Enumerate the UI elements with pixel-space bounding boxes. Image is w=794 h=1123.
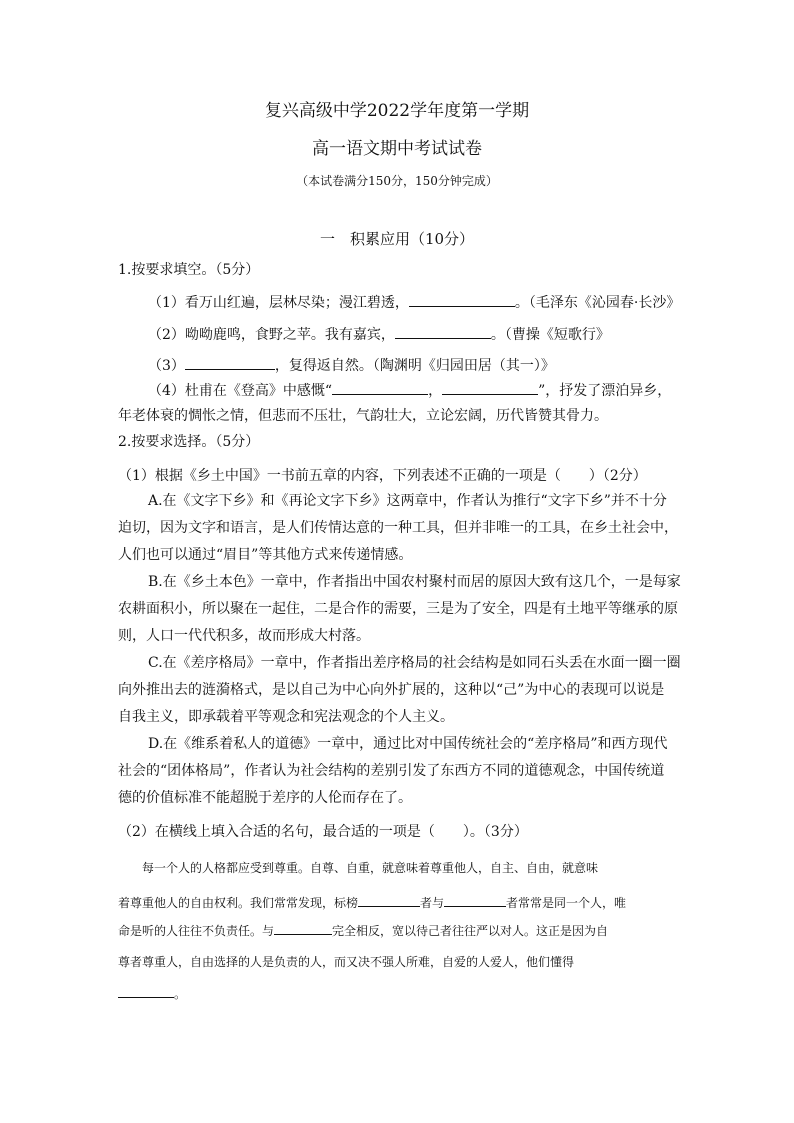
option-a-line-2: 迫切，因为文字和语言，是人们传情达意的一种工具，但并非唯一的工具，在乡土社会中， <box>118 520 678 536</box>
passage-line-3 <box>118 921 608 941</box>
q2-sub-1: （1）根据《乡土中国》一书前五章的内容，下列表述不正确的一项是（ ）（2分） <box>118 468 647 484</box>
passage-blank-4 <box>118 986 174 998</box>
q1-item-1 <box>148 292 680 313</box>
passage-line-1: 每一个人的人格都应受到尊重。自尊、自重，就意味着尊重他人，自主、自由，就意味 <box>142 861 599 875</box>
passage-line-3-text-a: 命是听的人往往不负责任。与 <box>118 924 275 938</box>
option-b-line-1: B.在《乡土本色》一章中，作者指出中国农村聚村而居的原因大致有这几个，一是每家 <box>148 574 681 590</box>
q1-item-1-text-a: （1）看万山红遍，层林尽染；漫江碧透， <box>148 295 409 311</box>
option-c-line-2: 向外推出去的涟漪格式，是以自己为中心向外扩展的，这种以“己”为中心的表现可以说是 <box>118 682 665 698</box>
q1-item-4-text-a: （4）杜甫在《登高》中感慨“ <box>148 383 333 399</box>
passage-line-2-text-a: 着尊重他人的自由权利。我们常常发现，标榜 <box>118 896 359 910</box>
q1-item-4-blank-1 <box>332 380 428 395</box>
option-c-line-3: 自我主义，即承载着平等观念和宪法观念的个人主义。 <box>118 709 454 725</box>
q1-item-2-blank <box>395 324 491 339</box>
passage-blank-3 <box>274 923 332 935</box>
q1-item-4-text-c: ”，抒发了漂泊异乡， <box>538 383 672 399</box>
q1-item-2-text-b: 。（曹操《短歌行》 <box>490 327 610 343</box>
option-d-line-1: D.在《维系着私人的道德》一章中，通过比对中国传统社会的“差序格局”和西方现代 <box>148 736 668 752</box>
q1-item-4-blank-2 <box>442 380 538 395</box>
passage-line-2-text-b: 者与 <box>420 896 445 910</box>
passage-line-3-text-b: 完全相反，宽以待己者往往严以对人。这正是因为自 <box>332 924 609 938</box>
q1-item-1-blank <box>409 292 515 307</box>
option-a-line-1: A.在《文字下乡》和《再论文字下乡》这两章中，作者认为推行“文字下乡”并不十分 <box>148 493 667 509</box>
passage-blank-1 <box>358 895 420 907</box>
q1-item-2-text-a: （2）呦呦鹿鸣，食野之苹。我有嘉宾， <box>148 327 395 343</box>
option-a-line-3: 人们也可以通过“眉目”等其他方式来传递情感。 <box>118 547 413 563</box>
exam-note: （本试卷满分150分，150分钟完成） <box>296 174 498 188</box>
passage-line-2 <box>118 893 626 913</box>
question-2-label: 2.按要求选择。（5分） <box>118 434 260 450</box>
q1-item-4-cont: 年老体衰的惆怅之情，但悲而不压壮，气韵壮大，立论宏阔，历代皆赞其骨力。 <box>118 408 608 424</box>
q1-item-2 <box>148 324 610 345</box>
q2-sub-2: （2）在横线上填入合适的名句，最合适的一项是（ ）。（3分） <box>118 824 528 840</box>
q1-item-1-text-b: 。（毛泽东《沁园春·长沙》 <box>514 295 681 311</box>
option-b-line-3: 则，人口一代代积多，故而形成大村落。 <box>118 628 370 644</box>
section-heading: 一 积累应用（10分） <box>319 230 475 248</box>
passage-line-5-text-b: 。 <box>174 987 187 1001</box>
passage-line-4: 尊者尊重人，自由选择的人是负责的人，而又决不强人所难，自爱的人爱人，他们懂得 <box>118 955 575 969</box>
exam-title: 复兴高级中学2022学年度第一学期 <box>264 101 530 121</box>
q1-item-3-text-a: （3） <box>148 358 185 374</box>
q1-item-3-text-b: ，复得返自然。（陶渊明《归园田居（其一）》 <box>274 358 555 374</box>
exam-subtitle: 高一语文期中考试试卷 <box>312 139 482 159</box>
question-1-label: 1.按要求填空。（5分） <box>118 262 260 278</box>
passage-line-5 <box>118 984 186 1004</box>
q1-item-3 <box>148 355 555 376</box>
q1-item-4-text-b: ， <box>428 383 443 399</box>
option-d-line-2: 社会的“团体格局”，作者认为社会结构的差别引发了东西方不同的道德观念，中国传统道 <box>118 763 665 779</box>
option-d-line-3: 德的价值标准不能超脱于差序的人伦而存在了。 <box>118 790 412 806</box>
q1-item-3-blank <box>185 355 275 370</box>
passage-line-2-text-c: 者常常是同一个人，唯 <box>506 896 627 910</box>
option-c-line-1: C.在《差序格局》一章中，作者指出差序格局的社会结构是如同石头丢在水面一圈一圈 <box>148 655 681 671</box>
option-b-line-2: 农耕面积小，所以聚在一起住，二是合作的需要，三是为了安全，四是有土地平等继承的原 <box>118 601 678 617</box>
passage-blank-2 <box>444 895 506 907</box>
q1-item-4 <box>148 380 671 401</box>
